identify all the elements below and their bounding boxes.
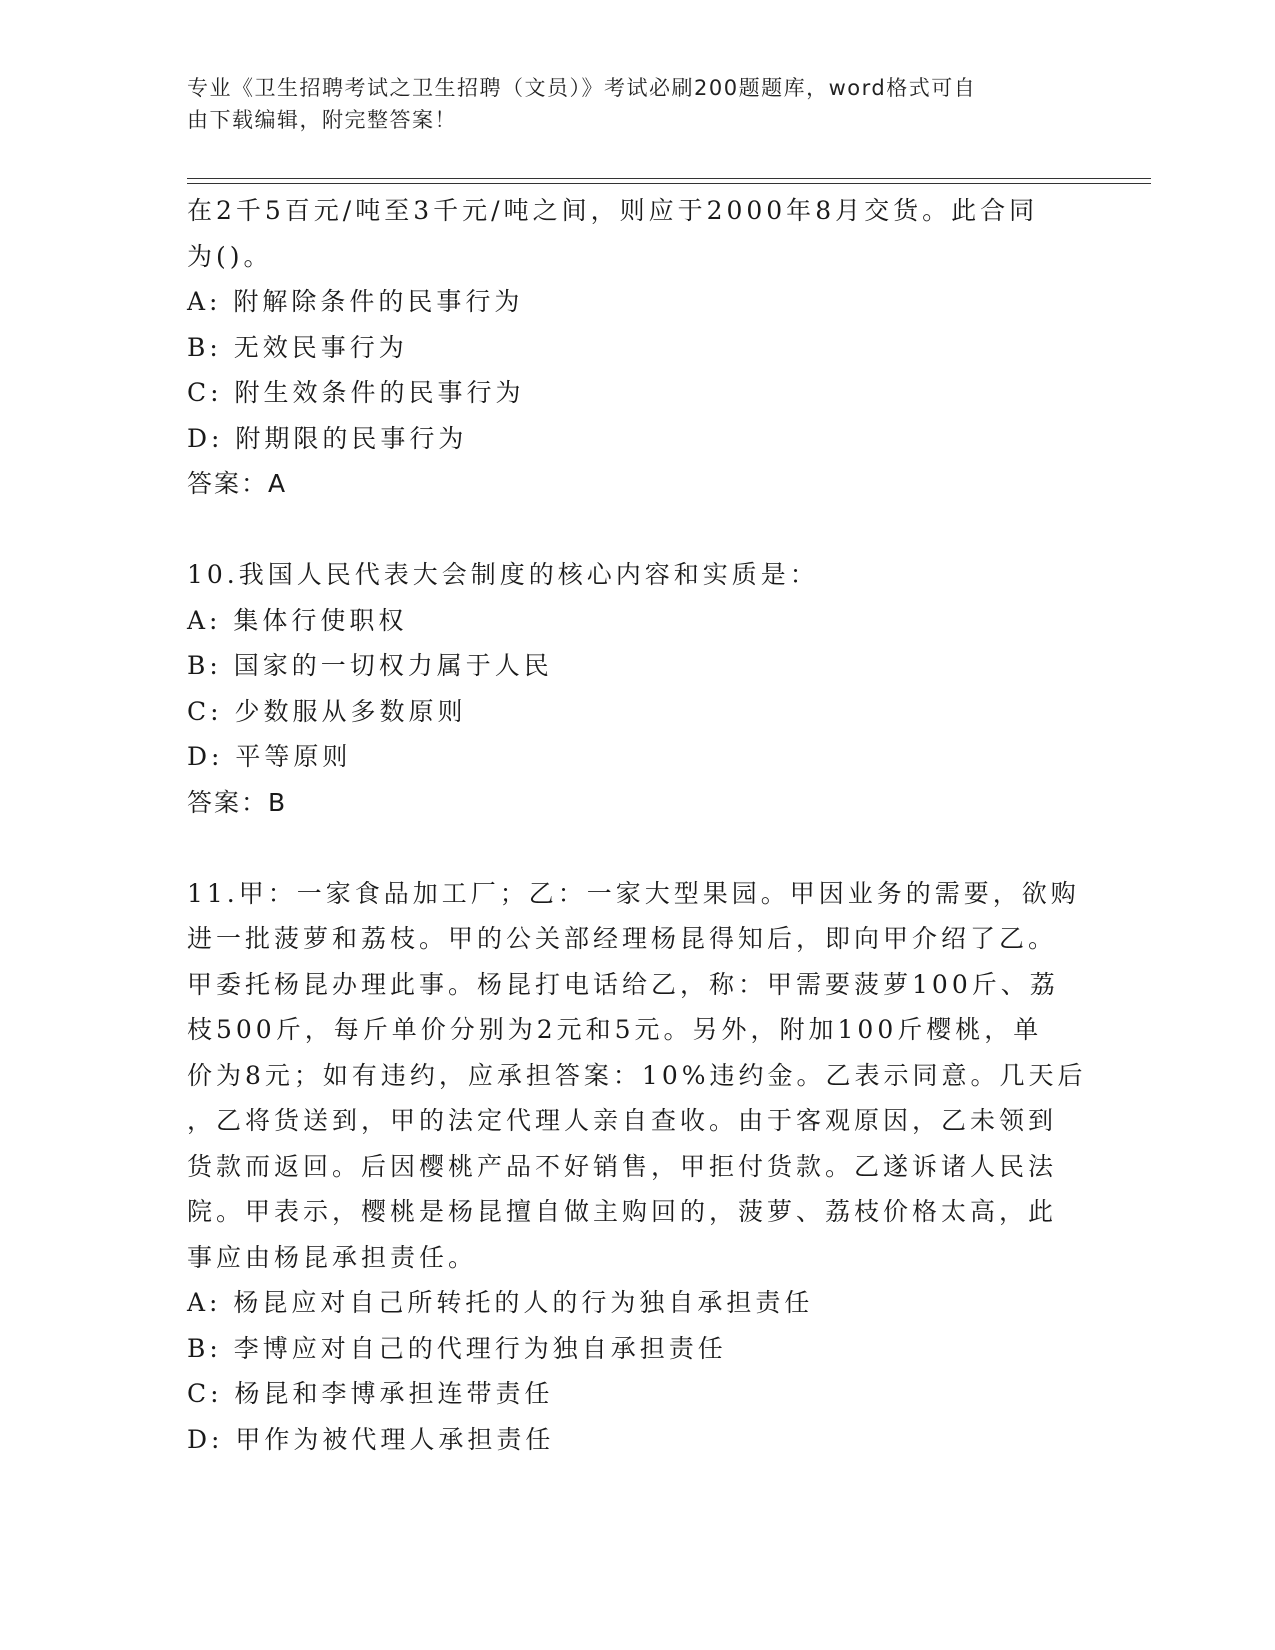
question-10-answer: 答案：B: [187, 787, 288, 817]
document-header: [187, 72, 1067, 136]
question-9-option-b: B: 无效民事行为: [187, 332, 408, 362]
question-9-option-d: D: 附期限的民事行为: [187, 423, 468, 453]
question-9-option-c: C: 附生效条件的民事行为: [187, 378, 525, 407]
question-11-stem-line-9: 事应由杨昆承担责任。: [187, 1242, 478, 1272]
question-11-stem-line-4: 枝500斤，每斤单价分别为2元和5元。另外，附加100斤樱桃，单: [187, 1015, 1043, 1044]
question-10-option-b: B: 国家的一切权力属于人民: [187, 651, 553, 680]
question-9-stem-line-1: 在2千5百元/吨至3千元/吨之间，则应于2000年8月交货。此合同: [187, 196, 1039, 225]
header-line-1: 专业《卫生招聘考试之卫生招聘（文员）》考试必刷200题题库，word格式可自: [187, 76, 977, 100]
question-9-stem-line-2: 为()。: [187, 241, 273, 271]
header-line-2: 由下载编辑，附完整答案！: [187, 108, 457, 132]
question-10-stem-line-1: 10.我国人民代表大会制度的核心内容和实质是：: [187, 560, 819, 589]
question-11-stem-line-8: 院。甲表示，樱桃是杨昆擅自做主购回的，菠萝、荔枝价格太高，此: [187, 1197, 1058, 1226]
question-10-option-a: A: 集体行使职权: [187, 605, 408, 635]
question-9: [187, 188, 1087, 507]
spacer: [187, 825, 1087, 871]
question-11-option-b: B: 李博应对自己的代理行为独自承担责任: [187, 1333, 727, 1363]
question-10-option-c: C: 少数服从多数原则: [187, 696, 467, 726]
question-11-stem-line-3: 甲委托杨昆办理此事。杨昆打电话给乙，称：甲需要菠萝100斤、荔: [187, 969, 1059, 999]
question-9-option-a: A: 附解除条件的民事行为: [187, 287, 524, 316]
question-11-stem-line-6: ，乙将货送到，甲的法定代理人亲自查收。由于客观原因，乙未领到: [187, 1106, 1058, 1135]
question-11-option-a: A: 杨昆应对自己所转托的人的行为独自承担责任: [187, 1288, 814, 1317]
question-11-option-c: C: 杨昆和李博承担连带责任: [187, 1379, 554, 1408]
question-9-answer: 答案：A: [187, 469, 288, 498]
question-11-stem-line-1: 11.甲：一家食品加工厂；乙：一家大型果园。甲因业务的需要，欲购: [187, 878, 1080, 908]
question-11: [187, 871, 1087, 1463]
question-11-stem-line-7: 货款而返回。后因樱桃产品不好销售，甲拒付货款。乙遂诉诸人民法: [187, 1151, 1058, 1181]
header-divider-bottom: [187, 183, 1151, 184]
question-10: [187, 552, 1087, 825]
question-11-stem-line-5: 价为8元；如有违约，应承担答案：10%违约金。乙表示同意。几天后: [187, 1060, 1087, 1090]
question-11-option-d: D: 甲作为被代理人承担责任: [187, 1424, 555, 1454]
question-11-stem-line-2: 进一批菠萝和荔枝。甲的公关部经理杨昆得知后，即向甲介绍了乙。: [187, 924, 1058, 953]
spacer: [187, 507, 1087, 553]
document-body: [187, 188, 1087, 1462]
header-divider-top: [187, 178, 1151, 179]
question-10-option-d: D: 平等原则: [187, 742, 352, 771]
